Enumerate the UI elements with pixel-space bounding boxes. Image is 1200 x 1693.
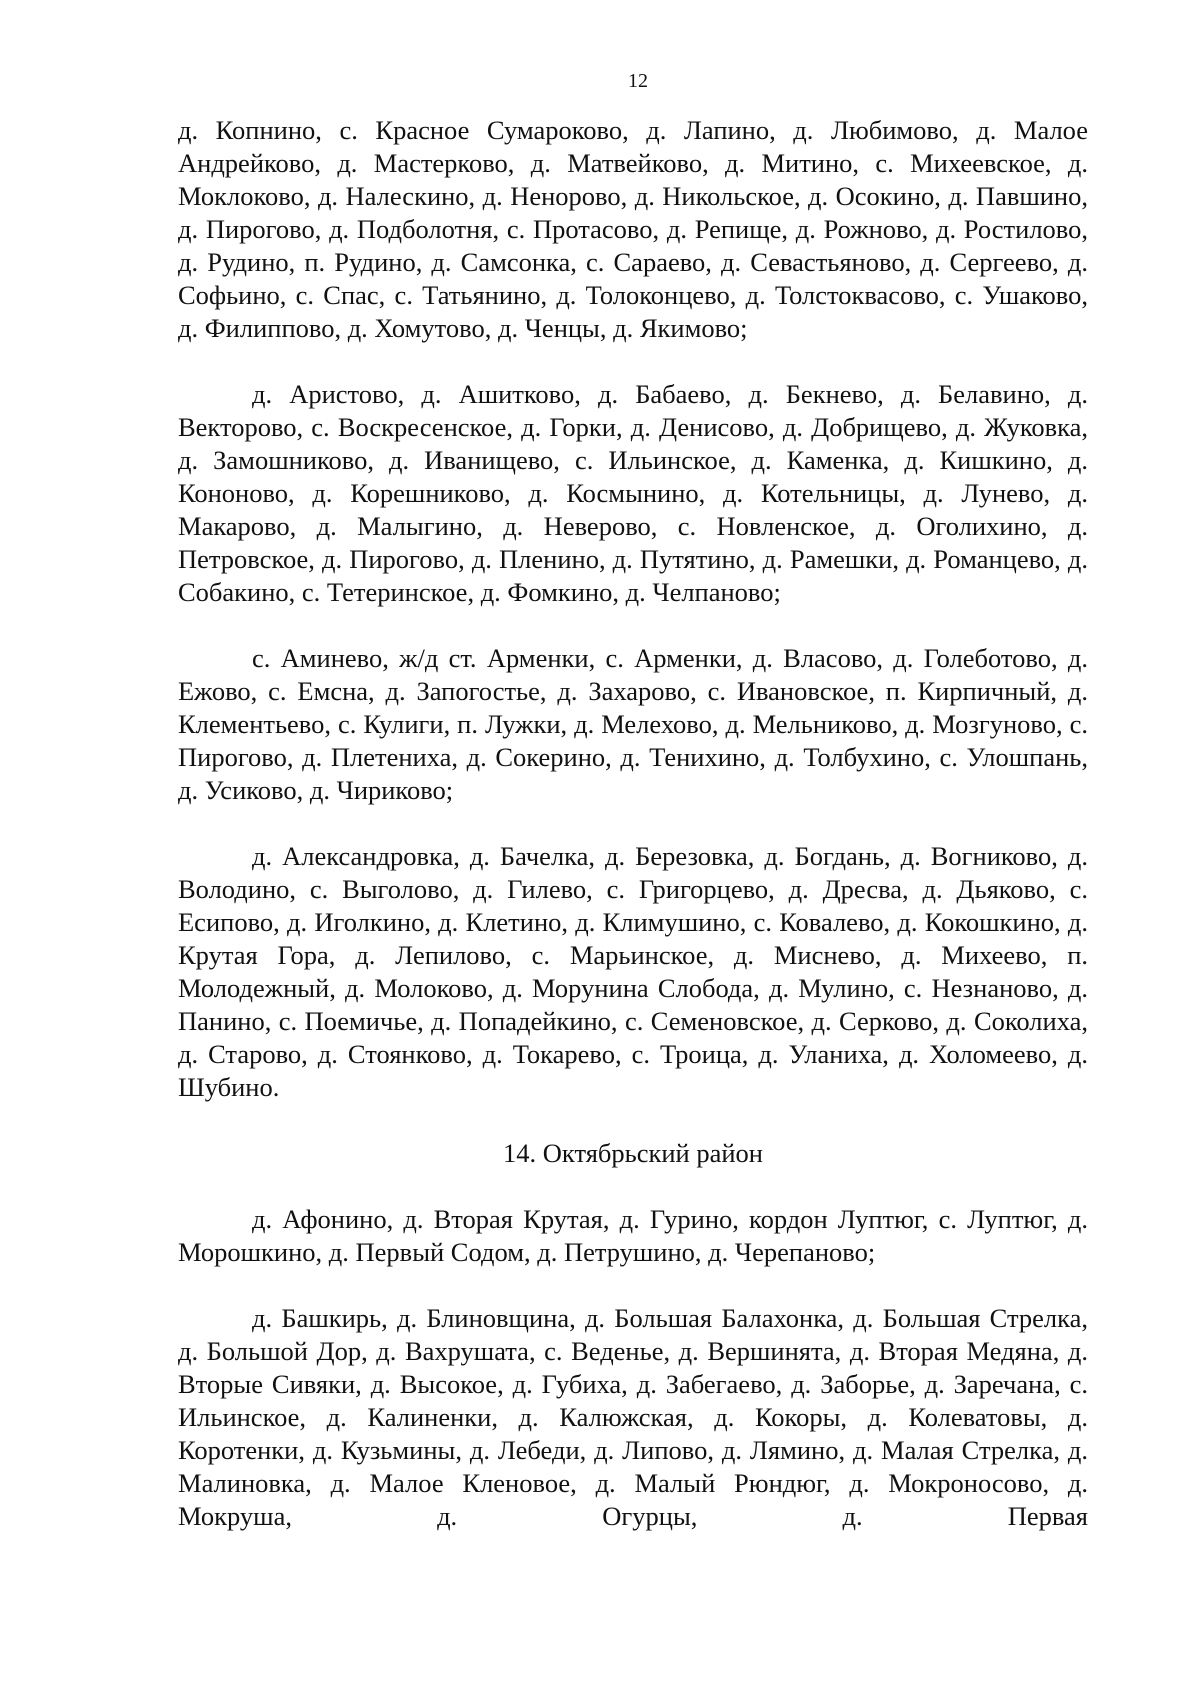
paragraph-section-settlements-1: д. Афонино, д. Вторая Крутая, д. Гурино, кордон Луптюг, с. Луптюг, д. Морошкино, д. Первый Содом, д. Петрушино, д. Черепаново; [178, 1204, 1088, 1267]
paragraph-gap [178, 1104, 1088, 1137]
section-heading: 14. Октябрьский район [503, 1138, 763, 1168]
paragraph-gap [178, 609, 1088, 642]
document-body [178, 114, 1088, 1533]
paragraph-gap [178, 1269, 1088, 1302]
paragraph-settlements-3: с. Аминево, ж/д ст. Арменки, с. Арменки, д. Власово, д. Голеботово, д. Ежово, с. Емсна, д. Запогостье, д. Захарово, с. Ивановское, п. Кирпичный, д. Клементьево, с. Кулиги, п. Лужки, д. Мелехово, д. Мельниково, д. Мозгуново, с. Пирогово, д. Плетениха, д. Сокерино, д. Тенихино, д. Толбухино, с. Улошпань, д. Усиково, д. Чириково; [178, 643, 1088, 805]
paragraph-gap [178, 807, 1088, 840]
paragraph-settlements-1: д. Копнино, с. Красное Сумароково, д. Лапино, д. Любимово, д. Малое Андрейково, д. Мастерково, д. Матвейково, д. Митино, с. Михеевское, д. Моклоково, д. Налескино, д. Ненорово, д. Никольское, д. Осокино, д. Павшино, д. Пирогово, д. Подболотня, с. Протасово, д. Репище, д. Рожново, д. Ростилово, д. Рудино, п. Рудино, д. Самсонка, с. Сараево, д. Севастьяново, д. Сергеево, д. Софьино, с. Спас, с. Татьянино, д. Толоконцево, д. Толстоквасово, с. Ушаково, д. Филиппово, д. Хомутово, д. Ченцы, д. Якимово; [178, 115, 1088, 343]
paragraph-settlements-2: д. Аристово, д. Ашитково, д. Бабаево, д. Бекнево, д. Белавино, д. Векторово, с. Воскресенское, д. Горки, д. Денисово, д. Добрищево, д. Жуковка, д. Замошниково, д. Иванищево, с. Ильинское, д. Каменка, д. Кишкино, д. Кононово, д. Корешниково, д. Космынино, д. Котельницы, д. Лунево, д. Макарово, д. Малыгино, д. Неверово, с. Новленское, д. Оголихино, д. Петровское, д. Пирогово, д. Пленино, д. Путятино, д. Рамешки, д. Романцево, д. Собакино, с. Тетеринское, д. Фомкино, д. Челпаново; [178, 379, 1088, 607]
paragraph-settlements-4: д. Александровка, д. Бачелка, д. Березовка, д. Богдань, д. Вогниково, д. Володино, с. Выголово, д. Гилево, с. Григорцево, д. Дресва, д. Дьяково, с. Есипово, д. Иголкино, д. Клетино, д. Климушино, с. Ковалево, д. Кокошкино, д. Крутая Гора, д. Лепилово, с. Марьинское, д. Миснево, д. Михеево, п. Молодежный, д. Молоково, д. Морунина Слобода, д. Мулино, с. Незнаново, д. Панино, с. Поемичье, д. Попадейкино, с. Семеновское, д. Серково, д. Соколиха, д. Старово, д. Стоянково, д. Токарево, с. Троица, д. Уланиха, д. Холомеево, д. Шубино. [178, 841, 1088, 1102]
paragraph-gap [178, 1170, 1088, 1203]
paragraph-gap [178, 345, 1088, 378]
paragraph-section-settlements-2: д. Башкирь, д. Блиновщина, д. Большая Балахонка, д. Большая Стрелка, д. Большой Дор, д. Вахрушата, с. Веденье, д. Вершинята, д. Вторая Медяна, д. Вторые Сивяки, д. Высокое, д. Губиха, д. Забегаево, д. Заборье, д. Заречана, с. Ильинское, д. Калиненки, д. Калюжская, д. Кокоры, д. Колеватовы, д. Коротенки, д. Кузьмины, д. Лебеди, д. Липово, д. Лямино, д. Малая Стрелка, д. Малиновка, д. Малое Кленовое, д. Малый Рюндюг, д. Мокроносово, д. Мокруша, д. Огурцы, д. Первая [178, 1303, 1088, 1531]
page-number: 12 [628, 70, 648, 92]
